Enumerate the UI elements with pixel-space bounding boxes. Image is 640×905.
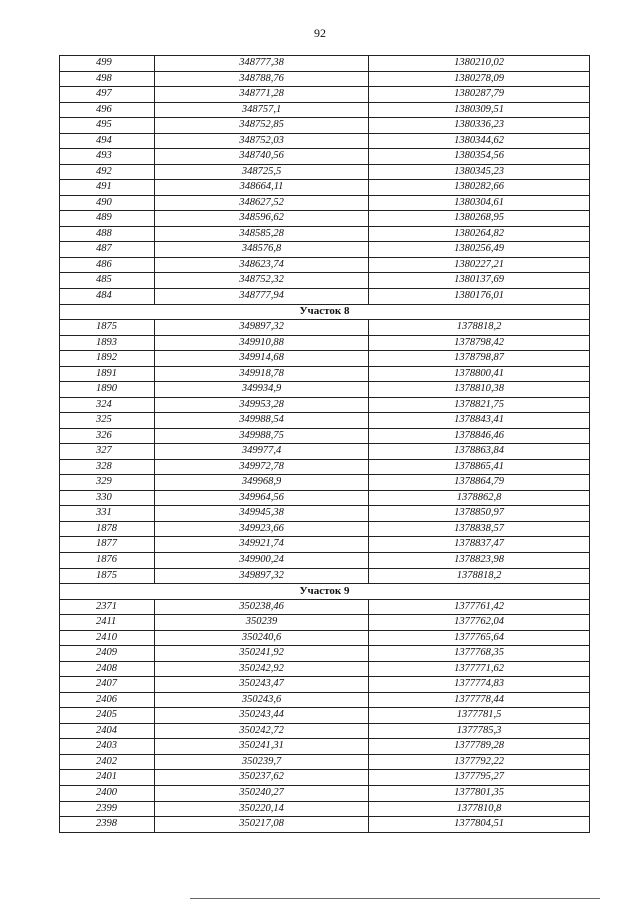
table-row bbox=[60, 195, 590, 211]
x-coordinate-cell: 349921,74 bbox=[155, 537, 369, 553]
x-coordinate-cell: 349968,9 bbox=[155, 475, 369, 491]
y-coordinate-cell: 1378818,2 bbox=[369, 320, 590, 336]
y-coordinate-cell: 1377795,27 bbox=[369, 770, 590, 786]
point-number-cell: 328 bbox=[60, 459, 155, 475]
x-coordinate-cell: 350237,62 bbox=[155, 770, 369, 786]
table-row bbox=[60, 102, 590, 118]
point-number-cell: 487 bbox=[60, 242, 155, 258]
table-row bbox=[60, 257, 590, 273]
x-coordinate-cell: 348664,11 bbox=[155, 180, 369, 196]
y-coordinate-cell: 1378862,8 bbox=[369, 490, 590, 506]
point-number-cell: 1893 bbox=[60, 335, 155, 351]
table-row bbox=[60, 211, 590, 227]
y-coordinate-cell: 1377792,22 bbox=[369, 754, 590, 770]
point-number-cell: 494 bbox=[60, 133, 155, 149]
point-number-cell: 2405 bbox=[60, 708, 155, 724]
point-number-cell: 327 bbox=[60, 444, 155, 460]
table-row bbox=[60, 366, 590, 382]
table-row bbox=[60, 568, 590, 584]
point-number-cell: 499 bbox=[60, 56, 155, 72]
table-row bbox=[60, 553, 590, 569]
point-number-cell: 330 bbox=[60, 490, 155, 506]
point-number-cell: 1875 bbox=[60, 568, 155, 584]
x-coordinate-cell: 348585,28 bbox=[155, 226, 369, 242]
y-coordinate-cell: 1377762,04 bbox=[369, 615, 590, 631]
y-coordinate-cell: 1378818,2 bbox=[369, 568, 590, 584]
x-coordinate-cell: 349934,9 bbox=[155, 382, 369, 398]
y-coordinate-cell: 1377774,83 bbox=[369, 677, 590, 693]
table-row bbox=[60, 630, 590, 646]
x-coordinate-cell: 348596,62 bbox=[155, 211, 369, 227]
x-coordinate-cell: 348576,8 bbox=[155, 242, 369, 258]
y-coordinate-cell: 1377778,44 bbox=[369, 692, 590, 708]
x-coordinate-cell: 348627,52 bbox=[155, 195, 369, 211]
point-number-cell: 2411 bbox=[60, 615, 155, 631]
x-coordinate-cell: 350220,14 bbox=[155, 801, 369, 817]
point-number-cell: 488 bbox=[60, 226, 155, 242]
x-coordinate-cell: 350243,44 bbox=[155, 708, 369, 724]
point-number-cell: 484 bbox=[60, 288, 155, 304]
x-coordinate-cell: 349964,56 bbox=[155, 490, 369, 506]
x-coordinate-cell: 349897,32 bbox=[155, 568, 369, 584]
y-coordinate-cell: 1377801,35 bbox=[369, 785, 590, 801]
table-row bbox=[60, 677, 590, 693]
point-number-cell: 486 bbox=[60, 257, 155, 273]
point-number-cell: 493 bbox=[60, 149, 155, 165]
point-number-cell: 2403 bbox=[60, 739, 155, 755]
x-coordinate-cell: 349945,38 bbox=[155, 506, 369, 522]
point-number-cell: 2399 bbox=[60, 801, 155, 817]
x-coordinate-cell: 350239,7 bbox=[155, 754, 369, 770]
y-coordinate-cell: 1378837,47 bbox=[369, 537, 590, 553]
y-coordinate-cell: 1377771,62 bbox=[369, 661, 590, 677]
x-coordinate-cell: 350241,31 bbox=[155, 739, 369, 755]
point-number-cell: 2408 bbox=[60, 661, 155, 677]
point-number-cell: 2398 bbox=[60, 817, 155, 833]
x-coordinate-cell: 348752,85 bbox=[155, 118, 369, 134]
point-number-cell: 2402 bbox=[60, 754, 155, 770]
y-coordinate-cell: 1377785,3 bbox=[369, 723, 590, 739]
point-number-cell: 1890 bbox=[60, 382, 155, 398]
table-row bbox=[60, 459, 590, 475]
table-row bbox=[60, 428, 590, 444]
table-row bbox=[60, 226, 590, 242]
table-row bbox=[60, 801, 590, 817]
y-coordinate-cell: 1378800,41 bbox=[369, 366, 590, 382]
x-coordinate-cell: 348752,32 bbox=[155, 273, 369, 289]
table-row bbox=[60, 723, 590, 739]
x-coordinate-cell: 350241,92 bbox=[155, 646, 369, 662]
point-number-cell: 498 bbox=[60, 71, 155, 87]
y-coordinate-cell: 1378846,46 bbox=[369, 428, 590, 444]
x-coordinate-cell: 350217,08 bbox=[155, 817, 369, 833]
point-number-cell: 2409 bbox=[60, 646, 155, 662]
y-coordinate-cell: 1380336,23 bbox=[369, 118, 590, 134]
point-number-cell: 1877 bbox=[60, 537, 155, 553]
x-coordinate-cell: 349988,75 bbox=[155, 428, 369, 444]
y-coordinate-cell: 1378810,38 bbox=[369, 382, 590, 398]
x-coordinate-cell: 349910,88 bbox=[155, 335, 369, 351]
y-coordinate-cell: 1378863,84 bbox=[369, 444, 590, 460]
x-coordinate-cell: 350242,92 bbox=[155, 661, 369, 677]
point-number-cell: 2400 bbox=[60, 785, 155, 801]
table-row bbox=[60, 288, 590, 304]
table-row bbox=[60, 180, 590, 196]
table-row bbox=[60, 599, 590, 615]
point-number-cell: 2401 bbox=[60, 770, 155, 786]
x-coordinate-cell: 349897,32 bbox=[155, 320, 369, 336]
table-row bbox=[60, 413, 590, 429]
y-coordinate-cell: 1380309,51 bbox=[369, 102, 590, 118]
point-number-cell: 1875 bbox=[60, 320, 155, 336]
point-number-cell: 490 bbox=[60, 195, 155, 211]
table-row bbox=[60, 661, 590, 677]
y-coordinate-cell: 1378864,79 bbox=[369, 475, 590, 491]
point-number-cell: 326 bbox=[60, 428, 155, 444]
x-coordinate-cell: 349923,66 bbox=[155, 521, 369, 537]
y-coordinate-cell: 1377810,8 bbox=[369, 801, 590, 817]
y-coordinate-cell: 1377768,35 bbox=[369, 646, 590, 662]
y-coordinate-cell: 1380287,79 bbox=[369, 87, 590, 103]
point-number-cell: 2410 bbox=[60, 630, 155, 646]
table-row bbox=[60, 785, 590, 801]
y-coordinate-cell: 1377765,64 bbox=[369, 630, 590, 646]
table-row bbox=[60, 817, 590, 833]
table-row bbox=[60, 646, 590, 662]
section-header-row bbox=[60, 304, 590, 320]
table-row bbox=[60, 506, 590, 522]
x-coordinate-cell: 348740,56 bbox=[155, 149, 369, 165]
point-number-cell: 496 bbox=[60, 102, 155, 118]
table-row bbox=[60, 708, 590, 724]
page-number: 92 bbox=[314, 26, 326, 40]
table-row bbox=[60, 615, 590, 631]
section-title: Участок 9 bbox=[60, 584, 590, 600]
x-coordinate-cell: 350240,6 bbox=[155, 630, 369, 646]
section-header-row bbox=[60, 584, 590, 600]
x-coordinate-cell: 348757,1 bbox=[155, 102, 369, 118]
x-coordinate-cell: 349914,68 bbox=[155, 351, 369, 367]
x-coordinate-cell: 349900,24 bbox=[155, 553, 369, 569]
y-coordinate-cell: 1378798,42 bbox=[369, 335, 590, 351]
x-coordinate-cell: 350240,27 bbox=[155, 785, 369, 801]
x-coordinate-cell: 350243,47 bbox=[155, 677, 369, 693]
x-coordinate-cell: 348725,5 bbox=[155, 164, 369, 180]
section-title: Участок 8 bbox=[60, 304, 590, 320]
table-row bbox=[60, 475, 590, 491]
point-number-cell: 2406 bbox=[60, 692, 155, 708]
point-number-cell: 325 bbox=[60, 413, 155, 429]
table-row bbox=[60, 71, 590, 87]
table-row bbox=[60, 149, 590, 165]
y-coordinate-cell: 1378823,98 bbox=[369, 553, 590, 569]
table-row bbox=[60, 133, 590, 149]
table-row bbox=[60, 754, 590, 770]
point-number-cell: 2371 bbox=[60, 599, 155, 615]
x-coordinate-cell: 350239 bbox=[155, 615, 369, 631]
coordinates-table-body bbox=[60, 56, 590, 833]
y-coordinate-cell: 1378798,87 bbox=[369, 351, 590, 367]
x-coordinate-cell: 349918,78 bbox=[155, 366, 369, 382]
y-coordinate-cell: 1380176,01 bbox=[369, 288, 590, 304]
y-coordinate-cell: 1378838,57 bbox=[369, 521, 590, 537]
table-row bbox=[60, 739, 590, 755]
y-coordinate-cell: 1378821,75 bbox=[369, 397, 590, 413]
y-coordinate-cell: 1380264,82 bbox=[369, 226, 590, 242]
table-row bbox=[60, 770, 590, 786]
y-coordinate-cell: 1378850,97 bbox=[369, 506, 590, 522]
x-coordinate-cell: 350242,72 bbox=[155, 723, 369, 739]
y-coordinate-cell: 1380344,62 bbox=[369, 133, 590, 149]
y-coordinate-cell: 1377804,51 bbox=[369, 817, 590, 833]
table-row bbox=[60, 56, 590, 72]
x-coordinate-cell: 348777,94 bbox=[155, 288, 369, 304]
table-row bbox=[60, 692, 590, 708]
point-number-cell: 491 bbox=[60, 180, 155, 196]
table-row bbox=[60, 87, 590, 103]
x-coordinate-cell: 349953,28 bbox=[155, 397, 369, 413]
point-number-cell: 331 bbox=[60, 506, 155, 522]
point-number-cell: 2404 bbox=[60, 723, 155, 739]
y-coordinate-cell: 1380278,09 bbox=[369, 71, 590, 87]
y-coordinate-cell: 1380256,49 bbox=[369, 242, 590, 258]
point-number-cell: 485 bbox=[60, 273, 155, 289]
x-coordinate-cell: 350243,6 bbox=[155, 692, 369, 708]
table-row bbox=[60, 382, 590, 398]
point-number-cell: 1892 bbox=[60, 351, 155, 367]
point-number-cell: 329 bbox=[60, 475, 155, 491]
point-number-cell: 1878 bbox=[60, 521, 155, 537]
bottom-rule bbox=[190, 898, 600, 899]
x-coordinate-cell: 349972,78 bbox=[155, 459, 369, 475]
table-row bbox=[60, 351, 590, 367]
y-coordinate-cell: 1380282,66 bbox=[369, 180, 590, 196]
y-coordinate-cell: 1378843,41 bbox=[369, 413, 590, 429]
y-coordinate-cell: 1377789,28 bbox=[369, 739, 590, 755]
x-coordinate-cell: 349988,54 bbox=[155, 413, 369, 429]
x-coordinate-cell: 348623,74 bbox=[155, 257, 369, 273]
point-number-cell: 2407 bbox=[60, 677, 155, 693]
table-row bbox=[60, 164, 590, 180]
coordinates-table bbox=[59, 55, 590, 833]
point-number-cell: 324 bbox=[60, 397, 155, 413]
x-coordinate-cell: 350238,46 bbox=[155, 599, 369, 615]
y-coordinate-cell: 1380354,56 bbox=[369, 149, 590, 165]
y-coordinate-cell: 1380210,02 bbox=[369, 56, 590, 72]
x-coordinate-cell: 348771,28 bbox=[155, 87, 369, 103]
point-number-cell: 1876 bbox=[60, 553, 155, 569]
point-number-cell: 489 bbox=[60, 211, 155, 227]
table-row bbox=[60, 444, 590, 460]
table-row bbox=[60, 397, 590, 413]
table-row bbox=[60, 320, 590, 336]
x-coordinate-cell: 348788,76 bbox=[155, 71, 369, 87]
point-number-cell: 495 bbox=[60, 118, 155, 134]
table-row bbox=[60, 521, 590, 537]
y-coordinate-cell: 1380345,23 bbox=[369, 164, 590, 180]
y-coordinate-cell: 1380268,95 bbox=[369, 211, 590, 227]
y-coordinate-cell: 1378865,41 bbox=[369, 459, 590, 475]
x-coordinate-cell: 348752,03 bbox=[155, 133, 369, 149]
y-coordinate-cell: 1377781,5 bbox=[369, 708, 590, 724]
table-row bbox=[60, 242, 590, 258]
y-coordinate-cell: 1380137,69 bbox=[369, 273, 590, 289]
table-row bbox=[60, 537, 590, 553]
point-number-cell: 497 bbox=[60, 87, 155, 103]
y-coordinate-cell: 1377761,42 bbox=[369, 599, 590, 615]
table-row bbox=[60, 273, 590, 289]
x-coordinate-cell: 349977,4 bbox=[155, 444, 369, 460]
table-row bbox=[60, 490, 590, 506]
point-number-cell: 492 bbox=[60, 164, 155, 180]
table-row bbox=[60, 335, 590, 351]
point-number-cell: 1891 bbox=[60, 366, 155, 382]
y-coordinate-cell: 1380304,61 bbox=[369, 195, 590, 211]
x-coordinate-cell: 348777,38 bbox=[155, 56, 369, 72]
table-row bbox=[60, 118, 590, 134]
y-coordinate-cell: 1380227,21 bbox=[369, 257, 590, 273]
